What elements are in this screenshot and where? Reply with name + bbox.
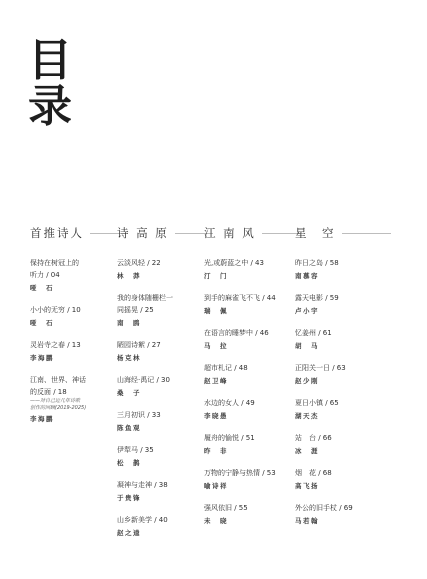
entry-title-line[interactable]: 同摇晃 / 25 <box>117 306 154 314</box>
toc-entry[interactable] <box>117 514 213 539</box>
toc-entry[interactable] <box>30 304 126 329</box>
toc-entry[interactable] <box>295 362 391 387</box>
contents-heading <box>28 35 78 132</box>
entry-author: 未 晓 <box>204 517 228 525</box>
entry-author: 于贵锋 <box>117 494 141 502</box>
entry-title-line[interactable]: 光,或蔚蓝之中 / 43 <box>204 259 264 267</box>
toc-entry[interactable] <box>295 327 391 352</box>
entry-title-line[interactable]: 听力 / 04 <box>30 271 60 279</box>
entry-title-line[interactable]: 的反面 / 18 <box>30 388 67 396</box>
toc-entry[interactable] <box>117 292 213 329</box>
entry-title-line[interactable]: 陋园诗絮 / 27 <box>117 341 161 349</box>
entry-title-line[interactable]: 灵岩寺之春 / 13 <box>30 341 81 349</box>
heading-char-1: 目 <box>28 35 72 86</box>
entry-author: 汀 门 <box>204 272 228 280</box>
entry-author: 冰 涯 <box>295 447 319 455</box>
entry-author: 赵卫峰 <box>204 377 228 385</box>
entry-title-line[interactable]: 伊犁马 / 35 <box>117 446 154 454</box>
entry-author: 高飞扬 <box>295 482 319 490</box>
toc-entry[interactable] <box>30 374 126 425</box>
entry-author: 南慕容 <box>295 272 319 280</box>
toc-entry[interactable] <box>204 467 300 492</box>
header-rule <box>342 233 392 234</box>
column-shigaoyuan <box>117 227 213 549</box>
entry-author: 哑 石 <box>30 284 54 292</box>
entry-author: 赵之逵 <box>117 529 141 537</box>
toc-entry[interactable] <box>295 502 391 527</box>
toc-entry[interactable] <box>117 339 213 364</box>
entry-author: 哑 石 <box>30 319 54 327</box>
entry-title-line[interactable]: 山海经·禹记 / 30 <box>117 376 170 384</box>
entry-title-line[interactable]: 保持在树冠上的 <box>30 259 79 267</box>
toc-entry[interactable] <box>295 467 391 492</box>
entry-list <box>204 257 300 527</box>
column-header-label: 星 空 <box>295 226 336 240</box>
toc-entry[interactable] <box>204 327 300 352</box>
entry-author: 卢小宇 <box>295 307 319 315</box>
entry-title-line[interactable]: 三月初识 / 33 <box>117 411 161 419</box>
entry-list <box>117 257 213 539</box>
column-xingkong <box>295 227 391 537</box>
entry-author: 李海鹏 <box>30 415 54 423</box>
toc-entry[interactable] <box>204 292 300 317</box>
entry-title-line[interactable]: 我的身体随栅栏一 <box>117 294 173 302</box>
toc-entry[interactable] <box>295 257 391 282</box>
entry-author: 松 鹊 <box>117 459 141 467</box>
toc-entry[interactable] <box>204 397 300 422</box>
toc-entry[interactable] <box>117 257 213 282</box>
toc-entry[interactable] <box>117 409 213 434</box>
entry-title-line[interactable]: 山乡新美学 / 40 <box>117 516 168 524</box>
column-header <box>117 227 213 239</box>
entry-author: 马若翰 <box>295 517 319 525</box>
entry-note-line: ——对自己近几年诗歌 <box>30 398 81 404</box>
toc-entry[interactable] <box>204 362 300 387</box>
entry-title-line[interactable]: 烟 花 / 68 <box>295 469 332 477</box>
entry-author: 胡 马 <box>295 342 319 350</box>
column-header-label: 诗 高 原 <box>117 226 169 240</box>
entry-title-line[interactable]: 江南、世界、神话 <box>30 376 86 384</box>
toc-entry[interactable] <box>30 257 126 294</box>
entry-title-line[interactable]: 露天电影 / 59 <box>295 294 339 302</box>
entry-title-line[interactable]: 站 台 / 66 <box>295 434 332 442</box>
toc-entry[interactable] <box>295 292 391 317</box>
column-header <box>204 227 300 239</box>
entry-author: 陈鱼观 <box>117 424 141 432</box>
column-header <box>30 227 126 239</box>
toc-entry[interactable] <box>204 502 300 527</box>
column-header <box>295 227 391 239</box>
toc-entry[interactable] <box>295 397 391 422</box>
entry-author: 瑞 佩 <box>204 307 228 315</box>
entry-author: 马 拉 <box>204 342 228 350</box>
entry-author: 南 鸥 <box>117 319 141 327</box>
entry-author: 桑 子 <box>117 389 141 397</box>
column-jiangnanfeng <box>204 227 300 537</box>
column-shoutui <box>30 227 126 435</box>
column-header-label: 首推诗人 <box>30 226 84 240</box>
toc-entry[interactable] <box>204 432 300 457</box>
entry-title-line[interactable]: 正阳关一日 / 63 <box>295 364 346 372</box>
entry-list <box>295 257 391 527</box>
toc-entry[interactable] <box>117 479 213 504</box>
entry-title-line[interactable]: 履舟的愉悦 / 51 <box>204 434 255 442</box>
entry-title-line[interactable]: 外公的旧手杖 / 69 <box>295 504 353 512</box>
entry-list <box>30 257 126 425</box>
entry-title-line[interactable]: 万物的宁静与热情 / 53 <box>204 469 276 477</box>
entry-title-line[interactable]: 到手的麻雀飞不飞 / 44 <box>204 294 276 302</box>
column-header-label: 江 南 风 <box>204 226 256 240</box>
entry-title-line[interactable]: 水边的女人 / 49 <box>204 399 255 407</box>
toc-entry[interactable] <box>30 339 126 364</box>
entry-author: 赵少刚 <box>295 377 319 385</box>
entry-title-line[interactable]: 超市札记 / 48 <box>204 364 248 372</box>
toc-entry[interactable] <box>117 444 213 469</box>
entry-author: 喻诗祥 <box>204 482 228 490</box>
entry-author: 林 莽 <box>117 272 141 280</box>
toc-entry[interactable] <box>117 374 213 399</box>
entry-note-line: 创作的回顾(2019-2025) <box>30 405 87 411</box>
entry-title-line[interactable]: 强风依旧 / 55 <box>204 504 248 512</box>
entry-author: 李海鹏 <box>30 354 54 362</box>
entry-title-line[interactable]: 昨日之岛 / 58 <box>295 259 339 267</box>
toc-entry[interactable] <box>295 432 391 457</box>
entry-author: 李晓愚 <box>204 412 228 420</box>
heading-char-2: 录 <box>28 81 72 132</box>
entry-title-line[interactable]: 夏日小镇 / 65 <box>295 399 339 407</box>
entry-author: 昨 非 <box>204 447 228 455</box>
entry-title-line[interactable]: 忆姜州 / 61 <box>295 329 332 337</box>
entry-title-line[interactable]: 在语言的睡梦中 / 46 <box>204 329 269 337</box>
entry-title-line[interactable]: 凝神与走神 / 38 <box>117 481 168 489</box>
toc-entry[interactable] <box>204 257 300 282</box>
entry-author: 杨克林 <box>117 354 141 362</box>
entry-author: 湖天杰 <box>295 412 319 420</box>
entry-title-line[interactable]: 小小的无穷 / 10 <box>30 306 81 314</box>
entry-title-line[interactable]: 云淡风轻 / 22 <box>117 259 161 267</box>
